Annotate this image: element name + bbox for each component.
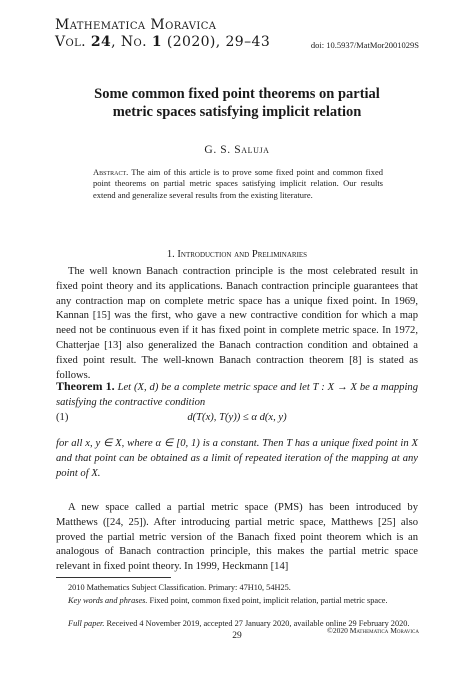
equation-number: (1) (56, 412, 69, 423)
footnote-divider (56, 577, 171, 578)
intro-paragraph-2: A new space called a partial metric space (PMS) has been introduced by Matthews ([24, 25]). After introducing partial metric space, Matthews [25] also proved the partial metric version of the Banach fixed point theorem which is an analogous of Banach contraction principle, this makes the partial metric space relevant in fixed point theory. In 1999, Heckmann [14] (56, 502, 418, 573)
section-heading (0, 249, 474, 260)
page-number: 29 (232, 631, 242, 641)
title-line-1: Some common fixed point theorems on partial (94, 86, 380, 102)
abstract (93, 167, 383, 201)
copyright-symbol: ©2020 (327, 626, 348, 635)
keywords-label: Key words and phrases. (68, 596, 148, 605)
volume-label: Vol. (55, 34, 86, 50)
footnote-msc: 2010 Mathematics Subject Classification. Primary: 47H10, 54H25. (68, 583, 291, 592)
intro-paragraph-1: The well known Banach contraction principle is the most celebrated result in fixed point theory and its applications. Banach contraction principle guarantees that any contraction map on complete metric space has a unique fixed point. In 1969, Kannan [15] was the first, who gave a new contractive condition for which a map need not be continuous even if it has fixed point in complete metric space. In 1972, Chatterjae [13] also generalized the Banach contraction condition and obtained a fixed point result. The well-known Banach contraction theorem [8] is stated as follows. (56, 266, 418, 381)
journal-name: Mathematica Moravica (55, 17, 217, 33)
keywords-text: Fixed point, common fixed point, implicit relation, partial metric space. (147, 596, 388, 605)
copyright-holder: Mathematica Moravica (349, 626, 419, 635)
section-number: 1. (166, 249, 175, 260)
theorem-label: Theorem 1. (56, 379, 115, 393)
theorem-1 (56, 379, 418, 411)
theorem-statement: Let (X, d) be a complete metric space and let T : X → X be a mapping satisfying the contractive condition (56, 382, 419, 408)
doi-link[interactable]: doi: 10.5937/MatMor2001029S (310, 40, 419, 50)
year-pages: (2020), 29–43 (166, 34, 271, 50)
title-line-2: metric spaces satisfying implicit relation (112, 104, 362, 120)
issue-label: No. (120, 34, 147, 50)
journal-header: Mathematica Moravica Vol. 24, No. 1 (2020), 29–43 (55, 17, 271, 50)
volume-number: 24 (90, 34, 112, 50)
equation-expression: d(T(x), T(y)) ≤ α d(x, y) (187, 412, 287, 423)
paper-label: Full paper. (68, 619, 105, 628)
paper-title (40, 85, 434, 121)
theorem-1-continued: for all x, y ∈ X, where α ∈ [0, 1) is a constant. Then T has a unique fixed point in X and that point can be obtained as a limit of repeated iteration of the mapping at any point of X. (56, 438, 418, 479)
abstract-heading: Abstract. (93, 167, 129, 177)
paper-info-text: Received 4 November 2019, accepted 27 January 2020, available online 29 February 2020. (104, 619, 410, 628)
section-title: Introduction and Preliminaries (177, 249, 308, 260)
author-name: G. S. Saluja (204, 144, 270, 156)
footnote-keywords (56, 595, 418, 606)
issue-number: 1 (151, 34, 162, 50)
abstract-text: The aim of this article is to prove some fixed point and common fixed point theorems on partial metric spaces satisfying implicit relation. Our results extend and generalize several results from the existing literature. (93, 167, 383, 200)
